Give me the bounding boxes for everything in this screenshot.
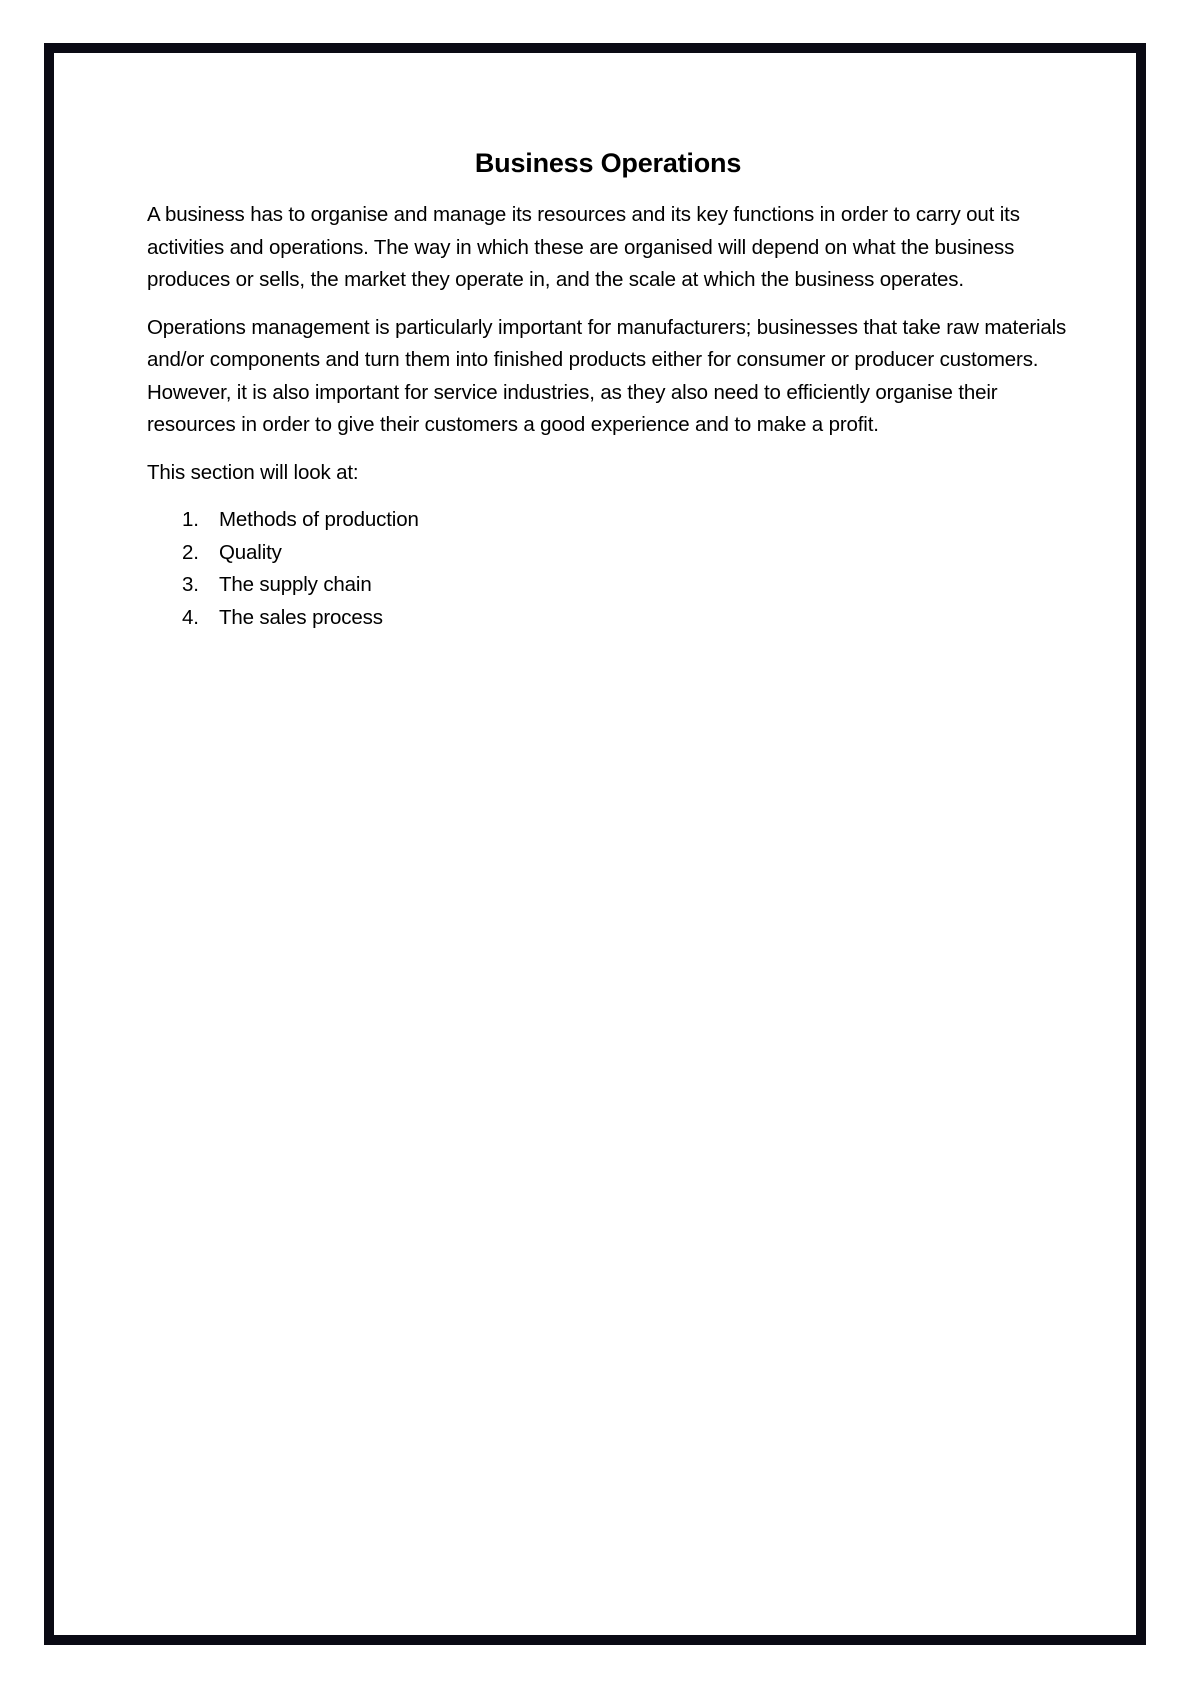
paragraph-intro: A business has to organise and manage its resources and its key functions in order to carry out its activities and operations. The way in which these are organised will depend on what the business produces or sells, the market they operate in, and the scale at which the business operates. bbox=[147, 203, 1020, 291]
topic-list bbox=[147, 504, 1069, 634]
list-item-number: 3. bbox=[182, 573, 199, 596]
list-item-number: 4. bbox=[182, 605, 199, 629]
paragraph-section-intro: This section will look at: bbox=[147, 460, 359, 484]
list-item bbox=[147, 569, 1069, 602]
list-item-text: Methods of production bbox=[219, 508, 419, 531]
list-item-number: 2. bbox=[182, 540, 199, 564]
list-item bbox=[147, 504, 1069, 537]
list-item-number: 1. bbox=[182, 508, 199, 531]
list-item-text: The sales process bbox=[219, 605, 383, 629]
paragraph-operations-management: Operations management is particularly important for manufacturers; businesses that take raw materials and/or components and turn them into finished products either for consumer or producer customers. However, it is also important for service industries, as they also need to efficiently organise their resources in order to give their customers a good experience and to make a profit. bbox=[147, 315, 1067, 436]
list-item-text: The supply chain bbox=[219, 573, 372, 596]
list-item bbox=[147, 602, 1069, 635]
list-item-text: Quality bbox=[219, 540, 282, 564]
list-item bbox=[147, 537, 1069, 570]
document-title: Business Operations bbox=[474, 148, 742, 178]
document-body bbox=[147, 148, 1069, 634]
